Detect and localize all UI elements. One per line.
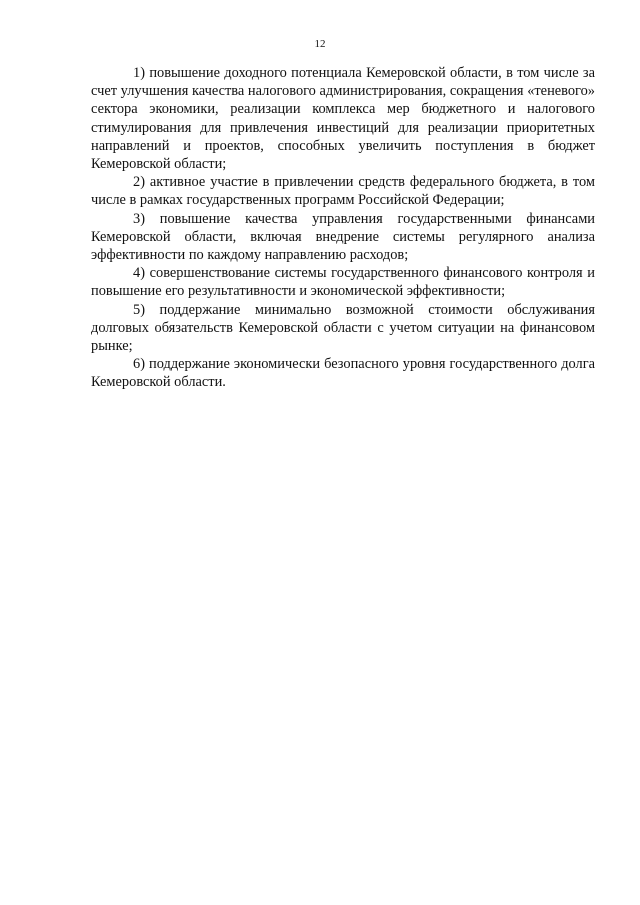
list-item-6: 6) поддержание экономически безопасного уровня государственного долга Кемеровской области. xyxy=(91,356,595,391)
list-item-2: 2) активное участие в привлечении средств федерального бюджета, в том числе в рамках государственных программ Российской Федерации; xyxy=(91,174,595,209)
document-body xyxy=(91,64,595,392)
list-item-3: 3) повышение качества управления государственными финансами Кемеровской области, включая внедрение системы регулярного анализа эффективности по каждому направлению расходов; xyxy=(91,210,595,264)
list-item-5: 5) поддержание минимально возможной стоимости обслуживания долговых обязательств Кемеровской области с учетом ситуации на финансовом рынке; xyxy=(91,301,595,355)
list-item-4: 4) совершенствование системы государственного финансового контроля и повышение его результативности и экономической эффективности; xyxy=(91,265,595,300)
page-number: 12 xyxy=(314,38,326,50)
list-item-1: 1) повышение доходного потенциала Кемеровской области, в том числе за счет улучшения качества налогового администрирования, сокращения «теневого» сектора экономики, реализации комплекса мер бюджетного и налогового стимулирования для привлечения инвестиций для реализации приоритетных направлений и проектов, способных увеличить поступления в бюджет Кемеровской области; xyxy=(91,65,595,173)
